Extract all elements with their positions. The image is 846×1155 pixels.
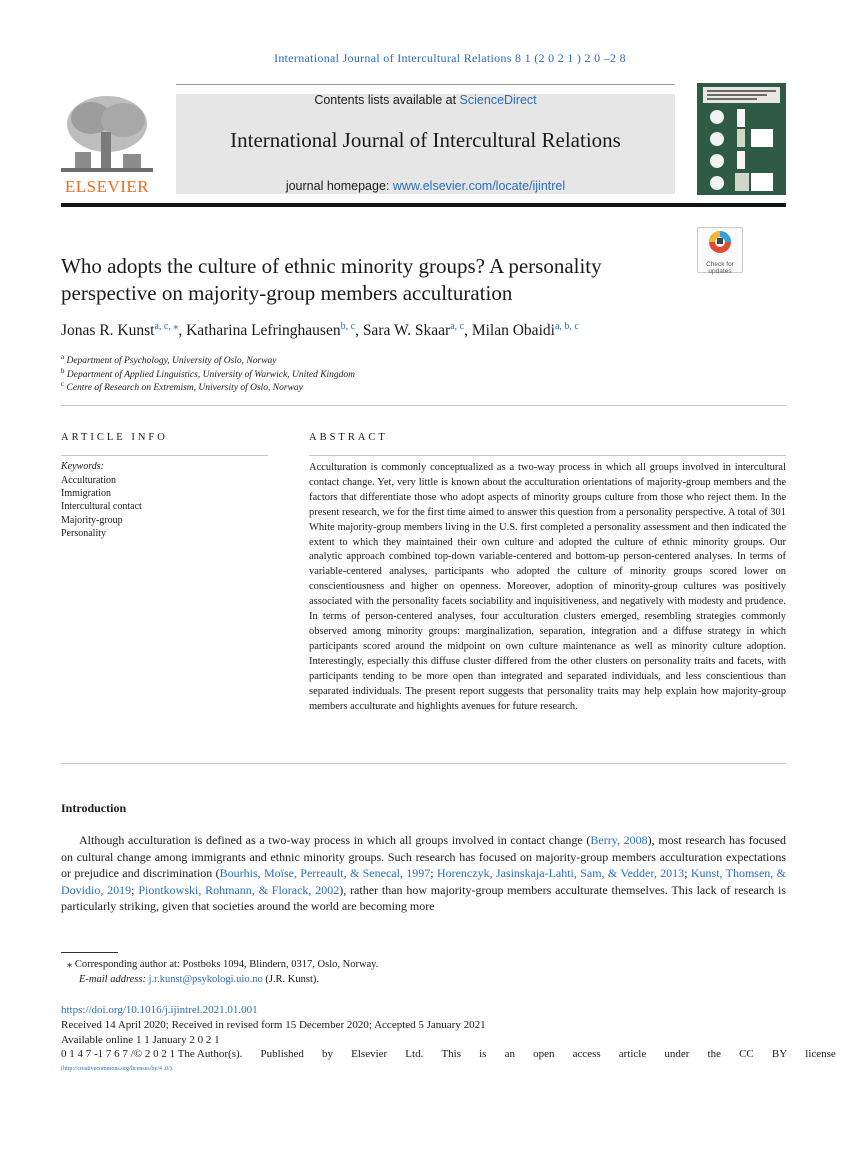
license-word: by	[322, 1048, 334, 1061]
license-word: This	[441, 1048, 461, 1061]
body-text: ), rather than how majority-group members acculturate themselves. This lack of research is particularly striking, given that societies around the world are becoming more	[61, 882, 786, 913]
license-word: BY	[771, 1048, 788, 1061]
check-updates-icon	[698, 228, 742, 256]
keyword[interactable]: Intercultural contact	[61, 501, 142, 513]
keyword[interactable]: Majority-group	[61, 514, 123, 526]
citation-link[interactable]: Bourhis, Moïse, Perreault, & Senecal, 1997	[219, 866, 431, 880]
affiliation-mark: b	[61, 367, 65, 375]
footnote-text: Corresponding author at: Postboks 1094, Blindern, 0317, Oslo, Norway.	[74, 959, 379, 970]
elsevier-wordmark: ELSEVIER	[64, 177, 150, 196]
affiliation-text: Department of Applied Linguistics, University of Warwick, United Kingdom	[66, 370, 356, 381]
license-word: Ltd.	[405, 1048, 424, 1061]
available-online: Available online 1 1 January 2 0 2 1	[61, 1033, 220, 1046]
abstract-rule	[309, 455, 786, 456]
author-separator: ,	[178, 322, 187, 339]
publication-info	[61, 1003, 841, 1077]
abstract-bottom-rule	[61, 763, 786, 764]
body-text: Although acculturation is defined as a two-way process in which all groups involved in contact change (	[79, 833, 591, 847]
author-separator: ,	[355, 322, 363, 339]
author-name[interactable]: Katharina Lefringhausen	[186, 322, 341, 339]
footnote-rule	[61, 952, 118, 953]
running-head-rule	[176, 84, 675, 85]
article-info-rule	[61, 455, 268, 456]
footnote	[61, 957, 378, 987]
license-url-link[interactable]: (http://creativecommons.org/licenses/by/4 .0/).	[61, 1066, 174, 1073]
elsevier-tree-logo	[61, 92, 153, 176]
email-link[interactable]: j.r.kunst@psykologi.uio.no	[148, 974, 263, 985]
citation-link[interactable]: Horenczyk, Jasinskaja-Lahti, Sam, & Vedder, 2013	[436, 866, 685, 880]
affiliation	[61, 367, 355, 380]
homepage-link[interactable]: www.elsevier.com/locate/ijintrel	[392, 179, 566, 193]
abstract-text: Acculturation is commonly conceptualized as a two-way process in which all groups involved in intercultural contact change. Yet, very little is known about the acculturation orientations of majority-group members and the factors that differentiate those who adopt aspects of minority groups culture from those who reject them. In the present research, we for the first time aimed to answer this question from a personality perspective. A total of 301 White majority-group members living in the U.S. first completed a personality assessment and then indicated the extent to which they maintained their own culture and adopted the culture of ethnic minority groups. Our analytic approach combined top-down variable-centered and bottom-up person-centered analyses. In terms of variable-centered analyses, participants who adopted the culture of minority groups scored lower on conscientiousness and higher on openness. Moreover, adoption of minority-group cultures was positively associated with the personality facets sociability and inquisitiveness, and negatively with modesty and prudence. In terms of person-centered analyses, four acculturation clusters emerged, resembling strategies commonly observed among minority groups: marginalization, separation, integration and a diffuse strategy in which participants scored around the midpoint on own culture maintenance as well as minority culture adoption. Interestingly, especially this diffuse cluster differed from the other clusters on personality traits and facets, with participants tending to be more open than integrated and separated individuals, and less conscientious than separated individuals. The present report suggests that personality traits may help explain how majority-group members acculturate and highlights avenues for future research.	[309, 462, 786, 712]
introduction-paragraph	[61, 832, 786, 915]
article-info-heading: ARTICLE INFO	[61, 432, 168, 443]
license-word: is	[479, 1048, 487, 1061]
license-word: open	[533, 1048, 555, 1061]
body-text: ;	[430, 866, 437, 880]
homepage-prefix: journal homepage:	[285, 179, 393, 193]
license-word: 0 1 4 7 -1 7 6 7 /© 2 0 2 1 The Author(s).	[61, 1048, 243, 1061]
license-word: license	[805, 1048, 836, 1061]
author-affil-marks[interactable]: a, c, ⁎	[154, 321, 179, 332]
citation-link[interactable]: Berry, 2008	[590, 833, 648, 847]
footnote-corresponding	[61, 957, 378, 972]
email-suffix: (J.R. Kunst).	[262, 974, 320, 985]
masthead-thick-rule	[61, 203, 786, 207]
keywords-list	[61, 474, 142, 540]
affiliation-mark: a	[61, 353, 65, 361]
check-updates-label: Check for updates	[706, 261, 734, 275]
introduction-body	[61, 832, 786, 915]
check-for-updates-badge[interactable]	[697, 227, 743, 273]
keywords-label: Keywords:	[61, 461, 104, 472]
body-text: ;	[684, 866, 691, 880]
license-word: the	[707, 1048, 721, 1061]
license-word: access	[572, 1048, 601, 1061]
license-word: article	[618, 1048, 647, 1061]
keyword[interactable]: Immigration	[61, 488, 111, 500]
author-affil-marks[interactable]: a, c	[450, 321, 465, 332]
citation-link[interactable]: Kunst, Thomsen, & Dovidio, 2019	[61, 866, 786, 897]
homepage-line	[176, 179, 675, 193]
email-label: E-mail address:	[79, 974, 149, 985]
author-separator: ,	[464, 322, 472, 339]
abstract-heading: ABSTRACT	[309, 432, 388, 443]
citation-link[interactable]: Piontkowski, Rohmann, & Florack, 2002	[138, 882, 340, 897]
license-word: Published	[260, 1048, 304, 1061]
author-name[interactable]: Jonas R. Kunst	[61, 322, 155, 339]
sciencedirect-link[interactable]: ScienceDirect	[459, 93, 537, 107]
body-text: ), most research has focused on cultural change among immigrants and ethnic minority groups. Such research has focused on majority-group members acculturation expectations or prejudice and discrimination (	[61, 833, 786, 880]
author-affil-marks[interactable]: a, b, c	[554, 321, 579, 332]
affiliation	[61, 380, 303, 393]
journal-cover-thumbnail[interactable]	[697, 83, 786, 195]
license-line	[61, 1047, 836, 1062]
contents-line	[176, 93, 675, 107]
received-dates: Received 14 April 2020; Received in revised form 15 December 2020; Accepted 5 January 2021	[61, 1018, 486, 1031]
affiliation-text: Department of Psychology, University of Oslo, Norway	[66, 356, 277, 367]
affiliations-rule	[61, 405, 786, 406]
affiliation-mark: c	[61, 380, 65, 388]
introduction-heading: Introduction	[61, 801, 127, 815]
doi-link[interactable]: https://doi.org/10.1016/j.ijintrel.2021.01.001	[61, 1004, 258, 1016]
contents-prefix: Contents lists available at	[314, 93, 460, 107]
author-name[interactable]: Milan Obaidi	[471, 322, 555, 339]
article-title: Who adopts the culture of ethnic minority groups? A personality perspective on majority-group members acculturation	[61, 254, 602, 305]
author-affil-marks[interactable]: b, c	[340, 321, 356, 332]
author-name[interactable]: Sara W. Skaar	[362, 322, 451, 339]
keyword[interactable]: Acculturation	[61, 475, 116, 486]
license-word: under	[664, 1048, 690, 1061]
body-text: ;	[131, 882, 139, 897]
license-word: CC	[739, 1048, 754, 1061]
running-head[interactable]: International Journal of Intercultural Relations 8 1 (2 0 2 1 ) 2 0 –2 8	[274, 51, 626, 65]
license-word: Elsevier	[351, 1048, 388, 1061]
author-list	[61, 321, 786, 340]
affiliation-text: Centre of Research on Extremism, University of Oslo, Norway	[66, 383, 303, 394]
license-word: an	[504, 1048, 515, 1061]
footnote-email-line	[61, 972, 378, 987]
affiliation	[61, 353, 277, 366]
footnote-mark: ⁎	[67, 959, 73, 970]
journal-title: International Journal of Intercultural Relations	[230, 128, 621, 152]
keyword[interactable]: Personality	[61, 527, 106, 539]
